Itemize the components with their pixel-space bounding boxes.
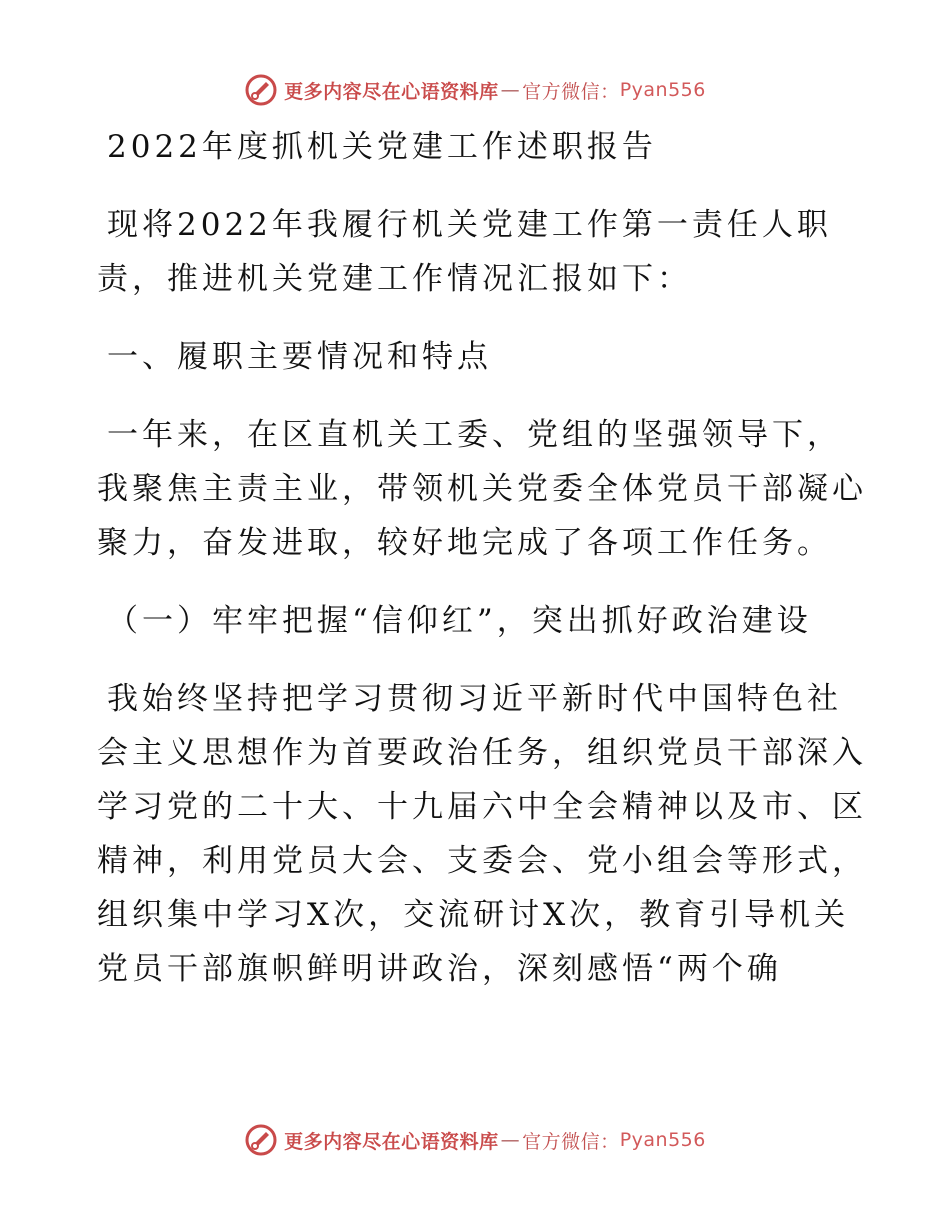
logo-icon bbox=[244, 1123, 278, 1157]
paragraph-line: 学习党的二十大、十九届六中全会精神以及市、区 bbox=[97, 789, 867, 825]
watermark-wechat-label: 官方微信： bbox=[522, 80, 620, 103]
section-heading: 一、履职主要情况和特点 bbox=[107, 339, 492, 375]
watermark-wechat-id: Pyan556 bbox=[619, 79, 706, 101]
document-body bbox=[97, 120, 867, 996]
paragraph-line: 精神，利用党员大会、支委会、党小组会等形式， bbox=[97, 843, 867, 879]
watermark-separator: — bbox=[500, 79, 521, 101]
paragraph-line: 会主义思想作为首要政治任务，组织党员干部深入 bbox=[97, 735, 867, 771]
document-title: 2022年度抓机关党建工作述职报告 bbox=[107, 129, 657, 165]
watermark-wechat-id: Pyan556 bbox=[619, 1129, 706, 1151]
paragraph-line: 党员干部旗帜鲜明讲政治，深刻感悟“两个确 bbox=[97, 951, 782, 987]
watermark-wechat-label: 官方微信： bbox=[522, 1130, 620, 1153]
paragraph-line: 我聚焦主责主业，带领机关党委全体党员干部凝心 bbox=[97, 471, 867, 507]
paragraph-line: 我始终坚持把学习贯彻习近平新时代中国特色社 bbox=[107, 681, 842, 717]
logo-icon bbox=[244, 73, 278, 107]
header-watermark bbox=[0, 70, 950, 110]
paragraph-line: 聚力，奋发进取，较好地完成了各项工作任务。 bbox=[97, 525, 832, 561]
paragraph-line: 组织集中学习X次，交流研讨X次，教育引导机关 bbox=[97, 897, 850, 933]
intro-line-2: 责，推进机关党建工作情况汇报如下： bbox=[97, 261, 692, 297]
paragraph-line: 一年来，在区直机关工委、党组的坚强领导下， bbox=[107, 417, 842, 453]
watermark-text: 更多内容尽在心语资料库 bbox=[284, 1130, 499, 1153]
subsection-heading: （一）牢牢把握“信仰红”，突出抓好政治建设 bbox=[107, 603, 812, 639]
intro-line-1: 现将2022年我履行机关党建工作第一责任人职 bbox=[107, 207, 832, 243]
watermark-text: 更多内容尽在心语资料库 bbox=[284, 80, 499, 103]
footer-watermark bbox=[0, 1120, 950, 1160]
watermark-separator: — bbox=[500, 1129, 521, 1151]
